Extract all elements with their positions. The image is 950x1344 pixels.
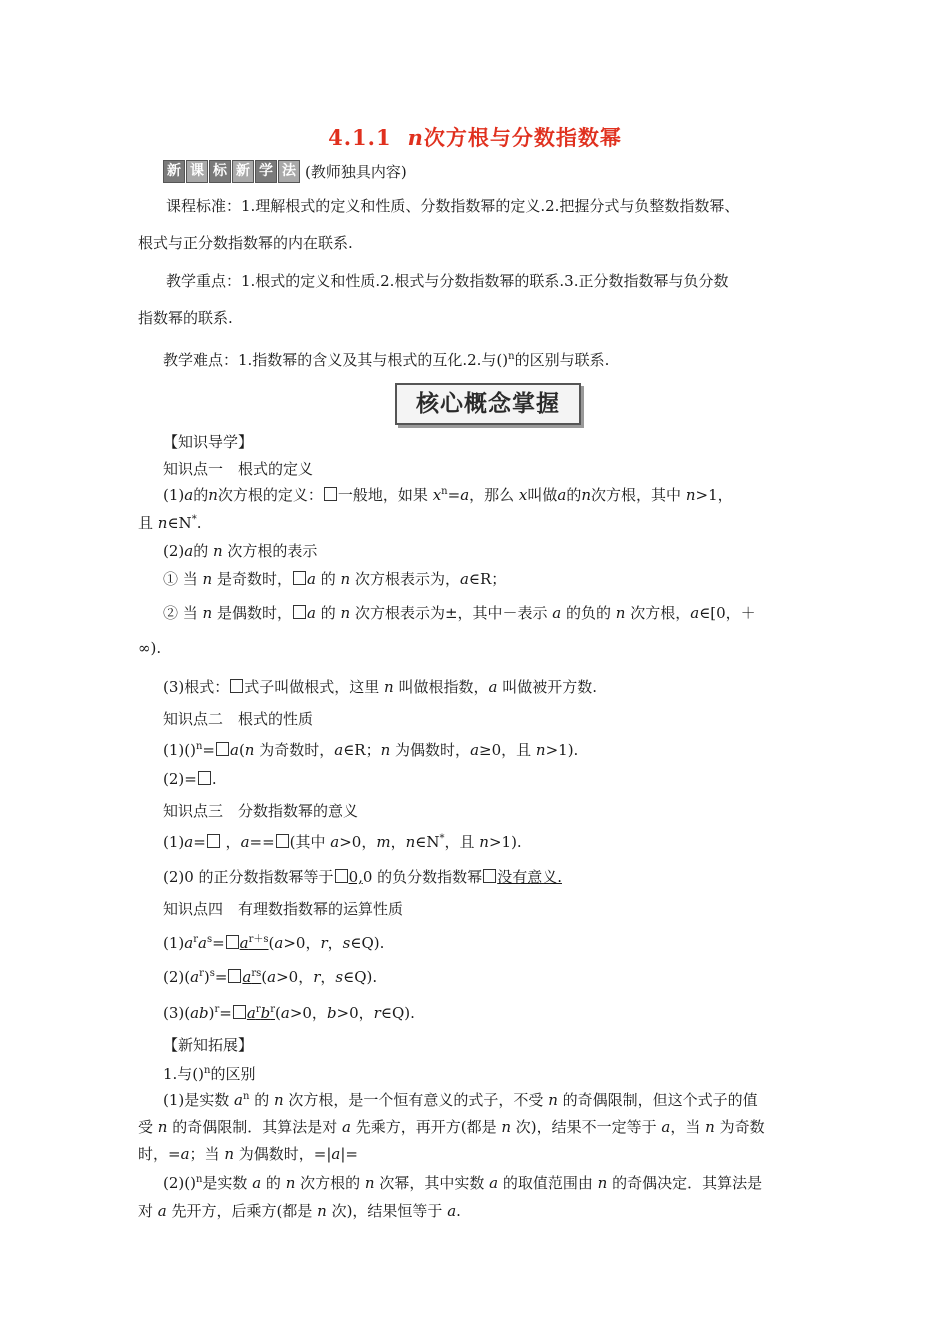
nth-root-definition-cont [138,512,201,533]
superscript: n [195,1174,203,1185]
badge-char: 标 [209,160,231,183]
blank-box [293,571,306,585]
var: a [447,1202,457,1220]
text: ∈Q). [380,1004,415,1022]
text: = [219,1004,232,1022]
var: ab [190,1004,209,1022]
knowledge-point-4-heading: 知识点四 有理数指数幂的运算性质 [163,900,404,918]
blank-box [483,869,496,883]
superscript: n [441,486,448,497]
var: a [157,1202,167,1220]
text: 次方根的定义： [217,486,323,504]
var: n [479,833,489,851]
superscript: * [439,833,445,844]
var: a [489,1174,499,1192]
text: 次)，结果恒等于 [326,1202,448,1220]
badge-char: 新 [232,160,254,183]
var: r [373,1004,381,1022]
knowledge-point-2-heading: 知识点二 根式的性质 [163,710,314,728]
var: n [224,1145,234,1163]
text: 为奇数时， [254,741,335,759]
var: n [501,1118,512,1136]
superscript: n [508,351,515,362]
superscript: * [191,514,197,525]
blank-box [228,969,241,983]
var: n [340,570,351,588]
even-n-notation-cont: ∞). [138,639,162,657]
text: 是奇数时， [212,570,292,588]
var: a [229,741,239,759]
text: 教学难点：1.指数幂的含义及其与根式的互化.2.与() [163,351,509,369]
text: 的取值范围由 [498,1174,598,1192]
text: 一般地，如果 [337,486,433,504]
var: n [317,1202,327,1220]
answer-text: 0, [348,868,363,886]
superscript: r [270,1004,275,1015]
text: (2)() [163,1174,196,1192]
text: ∈Q). [343,968,378,986]
text: ∈[0，＋ [699,604,756,622]
var: n [157,514,168,532]
text: (2) [163,542,185,560]
superscript: rs [251,968,262,979]
text: ， [327,934,343,952]
var: n [202,604,213,622]
badge-note: (教师独具内容) [305,163,407,181]
var: a [459,570,469,588]
var: n [405,833,416,851]
text: 为偶数时， [390,741,471,759]
text: (3)( [163,1004,191,1022]
text: 次方根的表示 [222,542,318,560]
knowledge-guide-heading: 【知识导学】 [163,433,254,451]
blank-box [293,605,306,619]
text: 的 [315,604,341,622]
var: a [334,741,344,759]
var: n [384,678,394,696]
text: 式子叫做根式，这里 [244,678,385,696]
text: = [447,486,461,504]
text: 为奇数 [714,1118,765,1136]
var: a [184,486,194,504]
var: n [597,1174,608,1192]
text: ( [261,968,268,986]
text: ∈R； [343,741,381,759]
knowledge-point-1-heading: 知识点一 根式的定义 [163,460,314,478]
var: a [488,678,498,696]
text: 且 [138,514,158,532]
standards-line: 根式与正分数指数幂的内在联系. [138,234,353,252]
text: ≥0，且 [479,741,536,759]
var: a [331,1145,341,1163]
var: a [197,934,207,952]
var: a [690,604,700,622]
text: 的奇偶限制，但这个式子的值 [557,1091,758,1109]
superscript: r [193,934,198,945]
var: a [184,542,194,560]
comparison-para-1-cont [138,1116,765,1137]
text: ① 当 [163,570,203,588]
var: a [280,1004,290,1022]
text: >0， [339,833,377,851]
text: ) [208,1004,215,1022]
course-badge [163,160,407,183]
nth-root-notation [163,540,317,561]
comparison-heading [163,1063,256,1084]
var: a [307,604,316,622]
text: 次方根表示为， [350,570,460,588]
even-n-notation [163,602,756,623]
text: (1) [163,833,185,851]
comparison-para-2-cont [138,1200,461,1221]
var: a [661,1118,671,1136]
text: 次幂，其中实数 [374,1174,490,1192]
text: = [214,968,228,986]
var: n [705,1118,715,1136]
text: = [212,934,225,952]
radical-definition [163,676,597,697]
blank-box [198,771,211,785]
text: 次方根的 [295,1174,365,1192]
var: a [330,833,340,851]
superscript: r [255,1004,261,1015]
var: x [518,486,528,504]
text: |= [340,1145,358,1163]
text: . [211,770,217,788]
text: ∈N [167,514,192,532]
exponent-rule-1 [163,930,384,953]
text: ∈R； [468,570,507,588]
text: (2)= [163,770,197,788]
text: (2)0 的正分数指数幂等于 [163,868,334,886]
var: x [432,486,442,504]
text: 的 [193,542,213,560]
zero-fractional-exponent [163,866,562,887]
title-text: 次方根与分数指数幂 [423,125,622,150]
text: 的 [566,486,582,504]
var: n [364,1174,375,1192]
var: n [157,1118,168,1136]
comparison-para-2 [163,1172,762,1193]
var: a [552,604,562,622]
text: == [249,833,275,851]
text: 叫做 [527,486,558,504]
text: (3)根式： [163,678,230,696]
superscript: s [206,934,213,945]
badge-chars [163,160,301,183]
text: >0， [276,968,314,986]
text: ，且 [444,833,480,851]
superscript: r＋s [248,934,269,945]
section-number: 4.1.1 [328,125,392,150]
text: . [456,1202,461,1220]
text: 的区别 [210,1065,256,1083]
var: a [460,486,470,504]
var: n [202,570,213,588]
var: r [313,968,321,986]
text: 的 [315,570,341,588]
answer-text: 没有意义. [497,868,562,886]
text: ∈N [415,833,440,851]
text: 1.与() [163,1065,205,1083]
text: >0， [336,1004,374,1022]
superscript: r [214,1004,220,1015]
text: ② 当 [163,604,203,622]
radical-property-2 [163,770,217,788]
text: (1)是实数 [163,1091,235,1109]
text: >0， [289,1004,327,1022]
text: 的奇偶限制．其算法是对 [167,1118,342,1136]
answer-text [242,968,261,986]
text: 次方根，是一个恒有意义的式子，不受 [283,1091,549,1109]
var: a [180,1145,190,1163]
var: n [535,741,546,759]
var: n [285,1174,296,1192]
text: 先乘方，再开方(都是 [350,1118,502,1136]
text: 的奇偶决定．其算法是 [607,1174,763,1192]
var: a [267,968,277,986]
text: (1) [163,934,185,952]
var: n [685,486,696,504]
fractional-exponent-definition [163,831,522,852]
superscript: n [204,1065,211,1076]
text: 的负的 [561,604,616,622]
text: 的 [261,1174,286,1192]
badge-char: 新 [163,160,185,183]
text: 先开方，后乘方(都是 [166,1202,318,1220]
text: 受 [138,1118,158,1136]
text: >1， [695,486,733,504]
title-variable: n [407,125,424,150]
blank-box [207,834,220,848]
text: 次方根， [625,604,691,622]
var: n [212,542,223,560]
superscript: n [195,741,203,752]
var: a [557,486,567,504]
key-points-line: 教学重点：1.根式的定义和性质.2.根式与分数指数幂的联系.3.正分数指数幂与负分数 [166,272,729,290]
var: a [246,1004,256,1022]
var: a [242,968,252,986]
answer-text [240,934,269,952]
text: 的 [193,486,209,504]
text: ， [390,833,406,851]
blank-box [324,487,337,501]
key-points-line: 指数幂的联系. [138,309,233,327]
var: a [342,1118,351,1136]
text: (1)() [163,741,196,759]
text: 为偶数时，=| [233,1145,332,1163]
var: n [581,486,592,504]
text: = [202,741,215,759]
text: ) [203,968,210,986]
blank-box [276,834,289,848]
blank-box [335,869,348,883]
var: a [184,934,194,952]
var: r [320,934,328,952]
badge-char: 学 [255,160,277,183]
var: n [615,604,626,622]
text: (2)( [163,968,191,986]
comparison-para-1 [163,1089,758,1110]
teaching-difficulty [163,349,609,370]
text: (1) [163,486,185,504]
page-title [0,122,950,152]
text: 对 [138,1202,158,1220]
text: >0， [283,934,321,952]
text: 的区别与联系. [514,351,610,369]
superscript: s [209,968,215,979]
text: >1). [545,741,579,759]
course-standards [138,188,818,262]
text: ( [275,1004,281,1022]
var: n [340,604,351,622]
var: s [335,968,344,986]
var: n [244,741,255,759]
core-concept-banner: 核心概念掌握 [395,383,581,425]
var: a [240,833,250,851]
blank-box [226,935,239,949]
text: >1). [488,833,522,851]
var: s [342,934,351,952]
text: 是偶数时， [212,604,292,622]
text: ， [320,968,336,986]
superscript: n [242,1091,250,1102]
text: ( [238,741,245,759]
var: n [273,1091,284,1109]
text: 的 [249,1091,274,1109]
var: a [252,1174,262,1192]
standards-line: 课程标准：1.理解根式的定义和性质、分数指数幂的定义.2.把握分式与负整数指数幂、 [166,197,740,215]
text: ；当 [189,1145,225,1163]
text: ( [268,934,275,952]
exponent-rule-3 [163,1002,415,1023]
var: a [470,741,480,759]
badge-char: 课 [186,160,208,183]
blank-box [216,742,229,756]
text: = [193,833,206,851]
var: n [548,1091,558,1109]
text: 次方根，其中 [591,486,686,504]
text: 叫做根指数， [393,678,489,696]
blank-box [233,1005,246,1019]
text: ，那么 [469,486,519,504]
text: 次)，结果不一定等于 [511,1118,662,1136]
text: ∈Q). [350,934,385,952]
radical-property-1 [163,739,578,760]
blank-box [230,679,243,693]
text: ，当 [670,1118,706,1136]
exponent-rule-2 [163,966,377,987]
text: 次方根表示为±，其中－表示 [350,604,553,622]
var: b [260,1004,271,1022]
nth-root-definition [163,484,733,505]
var: a [184,833,194,851]
var: a [274,934,284,952]
var: n [208,486,218,504]
var: a [307,570,316,588]
teaching-key-points [138,263,818,337]
text: (其中 [289,833,331,851]
text: ， [220,833,241,851]
text: 是实数 [202,1174,253,1192]
text: . [196,514,202,532]
knowledge-point-3-heading: 知识点三 分数指数幂的意义 [163,802,359,820]
var: b [326,1004,337,1022]
new-knowledge-heading: 【新知拓展】 [163,1036,254,1054]
var: a [190,968,200,986]
var: m [376,833,391,851]
superscript: r [199,968,204,979]
var: a [234,1091,243,1109]
comparison-para-1-end [138,1143,358,1164]
text: 0 的负分数指数幂 [362,868,483,886]
text: 叫做被开方数. [497,678,597,696]
text: 时，= [138,1145,181,1163]
var: a [239,934,249,952]
answer-text [247,1004,275,1022]
var: n [380,741,391,759]
badge-char: 法 [278,160,300,183]
odd-n-notation [163,568,506,589]
